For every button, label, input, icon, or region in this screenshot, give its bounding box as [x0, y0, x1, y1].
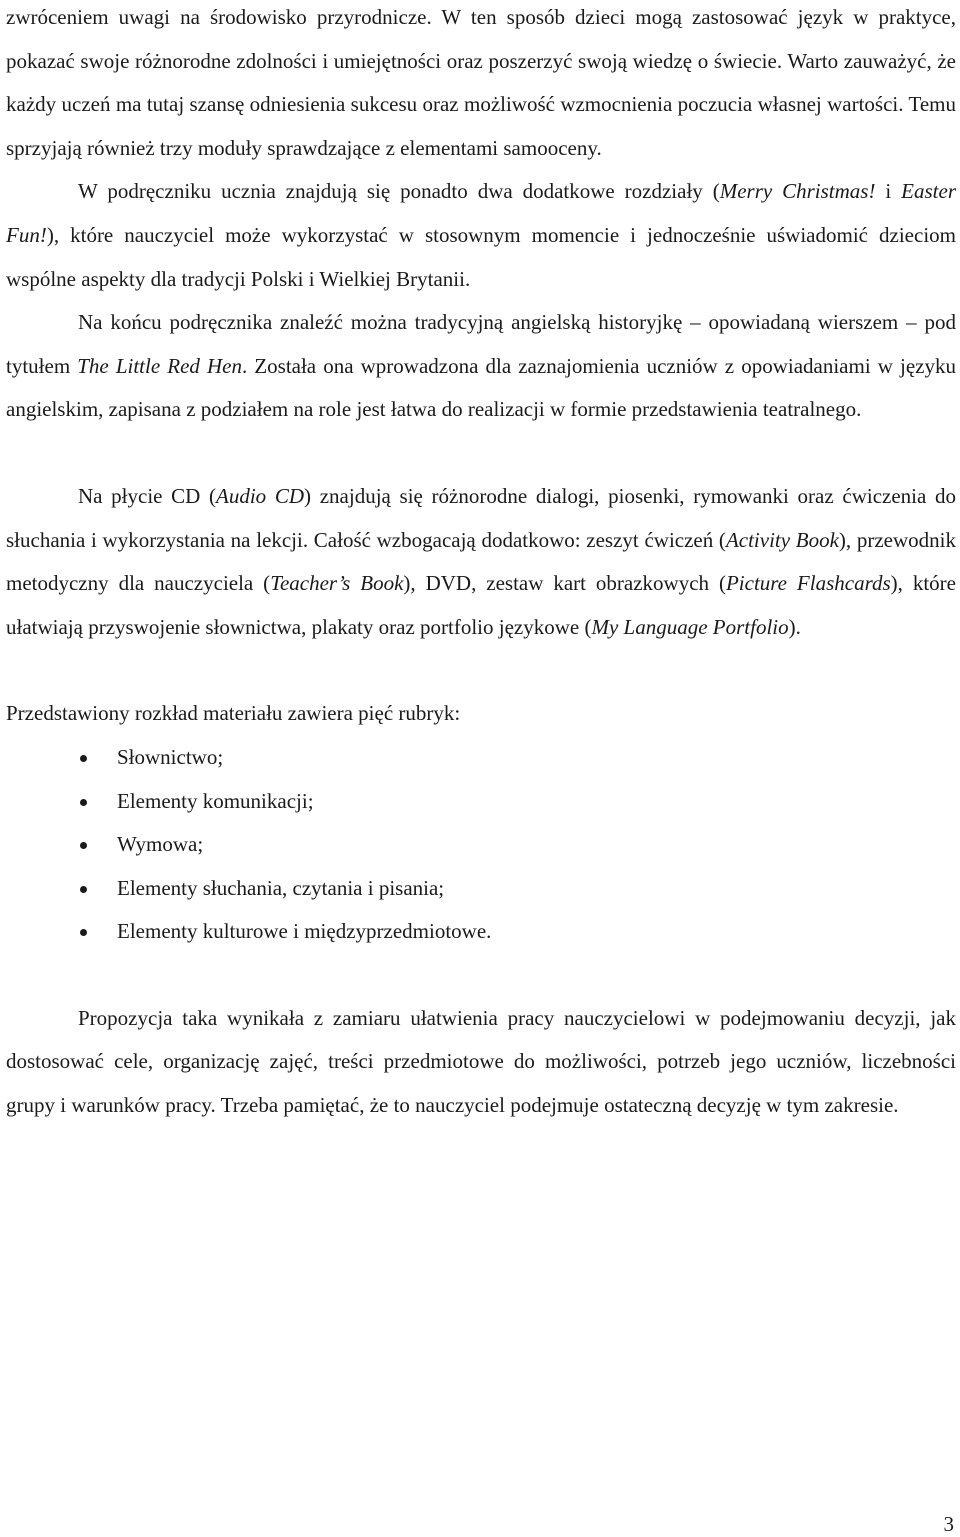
list-item — [6, 910, 956, 954]
paragraph-teacher-decision: Propozycja taka wynikała z zamiaru ułatwienia pracy nauczycielowi w podejmowaniu decyzji, jak dostosować cele, organizację zajęć, treści przedmiotowe do możliwości, potrzeb jego uczniów, liczebności grupy i warunków pracy. Trzeba pamiętać, że to nauczyciel podejmuje ostateczną decyzję w tym zakresie. — [6, 1005, 956, 1118]
list-item — [6, 780, 956, 824]
text-run: ), DVD, zestaw kart obrazkowych ( — [403, 571, 726, 596]
page-number: 3 — [943, 1512, 954, 1536]
list-item-label: Słownictwo; — [117, 744, 224, 769]
list-item — [6, 736, 956, 780]
rubrics-list — [6, 736, 956, 954]
bullet-icon — [80, 886, 87, 893]
title-easter-fun: Easter Fun! — [6, 179, 956, 247]
title-teachers-book: Teacher’s Book — [270, 571, 404, 596]
paragraph-extra-chapters — [6, 170, 956, 301]
text-run: ) znajdują się różnorodne dialogi, piosenki, rymowanki oraz ćwiczenia do słuchania i wykorzystania na lekcji. Całość wzbogacają dodatkowo: zeszyt ćwiczeń ( — [6, 483, 956, 552]
title-little-red-hen: The Little Red Hen — [77, 353, 242, 378]
paragraph-rubrics-intro: Przedstawiony rozkład materiału zawiera pięć rubryk: — [6, 701, 461, 726]
title-activity-book: Activity Book — [725, 527, 839, 552]
list-item-label: Elementy słuchania, czytania i pisania; — [117, 875, 445, 900]
bullet-icon — [80, 929, 87, 936]
paragraph-environment: zwróceniem uwagi na środowisko przyrodnicze. W ten sposób dzieci mogą zastosować język w praktyce, pokazać swoje różnorodne zdolności i umiejętności oraz poszerzyć swoją wiedzę o świecie. Warto zauważyć, że każdy uczeń ma tutaj szansę odniesienia sukcesu oraz możliwość wzmocnienia poczucia własnej wartości. Temu sprzyjają również trzy moduły sprawdzające z elementami samooceny. — [6, 5, 956, 160]
text-run: ). — [788, 614, 801, 639]
bullet-icon — [80, 755, 87, 762]
document-page — [6, 0, 956, 1128]
text-run: Na końcu podręcznika znaleźć można tradycyjną angielską historyjkę – opowiadaną wierszem – pod tytułem — [6, 310, 956, 378]
list-item — [6, 867, 956, 911]
title-picture-flashcards: Picture Flashcards — [725, 571, 891, 596]
paragraph-little-red-hen — [6, 301, 956, 432]
text-run: i — [875, 179, 902, 204]
title-my-language-portfolio: My Language Portfolio — [591, 614, 789, 639]
bullet-icon — [80, 799, 87, 806]
list-item-label: Elementy kulturowe i międzyprzedmiotowe. — [117, 919, 492, 944]
text-run: ), które ułatwiają przyswojenie słownictwa, plakaty oraz portfolio językowe ( — [6, 571, 956, 639]
list-item-label: Wymowa; — [117, 832, 204, 857]
paragraph-components — [6, 475, 956, 649]
list-item — [6, 823, 956, 867]
text-run: ), które nauczyciel może wykorzystać w stosownym momencie i jednocześnie uświadomić dzieciom wspólne aspekty dla tradycji Polski i Wielkiej Brytanii. — [6, 222, 956, 291]
text-run: ), przewodnik metodyczny dla nauczyciela ( — [6, 527, 956, 596]
text-run: . Została ona wprowadzona dla zaznajomienia uczniów z opowiadaniami w języku angielskim, zapisana z podziałem na role jest łatwa do realizacji w formie przedstawienia teatralnego. — [6, 353, 956, 422]
text-run: Na płycie CD ( — [78, 483, 217, 508]
bullet-icon — [80, 842, 87, 849]
title-merry-christmas: Merry Christmas! — [719, 179, 876, 204]
list-item-label: Elementy komunikacji; — [117, 788, 314, 813]
text-run: W podręczniku ucznia znajdują się ponadto dwa dodatkowe rozdziały ( — [78, 179, 720, 204]
title-audio-cd: Audio CD — [216, 483, 305, 508]
